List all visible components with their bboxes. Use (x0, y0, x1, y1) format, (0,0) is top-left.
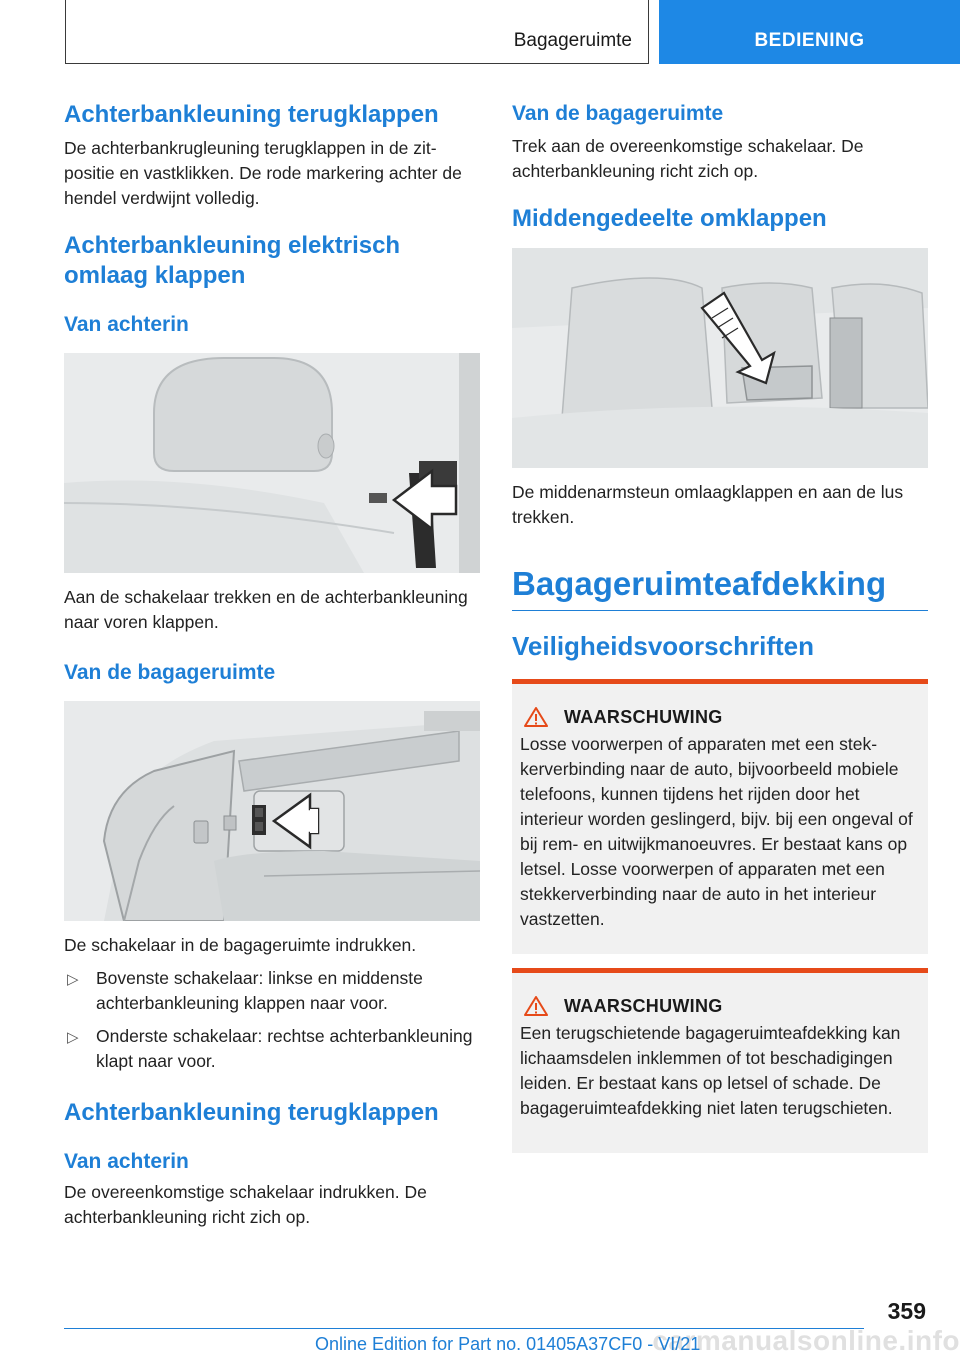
text-from-trunk: De schakelaar in de bagageruimte indrukken. (64, 935, 417, 955)
heading-safety-rules: Veiligheidsvoorschriften (512, 631, 814, 661)
warning-title: WAARSCHUWING (564, 706, 723, 727)
warning-box-2 (512, 968, 928, 1153)
warning-text: Een terugschietende bagageruimteafdekking kan lichaamsdelen inklemmen of tot beschadigingen leiden. Er bestaat kans op letsel of schade. De bagageruimteafdekking niet laten terugschieten. (520, 1023, 901, 1118)
watermark: carmanualsonline.info (652, 1325, 960, 1356)
heading-fold-back-2: Achterbankleuning terugklappen (64, 1099, 439, 1126)
heading-fold-back: Achterbankleuning terugklappen (64, 101, 439, 128)
heading-middle-section: Middengedeelte omklappen (512, 205, 827, 232)
triangle-bullet-icon: ▷ (67, 1029, 79, 1046)
triangle-bullet-icon: ▷ (67, 971, 79, 988)
header-chapter-title: BEDIENING (754, 30, 865, 51)
text-middle-section: De middenarmsteun omlaagklappen en aan de lus trekken. (512, 482, 904, 527)
warning-box-1 (512, 679, 928, 954)
list-item: ▷ Bovenste schakelaar: linkse en middenste achterbankleuning klappen naar voor. (67, 968, 423, 1013)
heading-from-trunk-right: Van de bagageruimte (512, 102, 724, 125)
header-chapter-tab (659, 0, 960, 64)
warning-triangle-icon (524, 706, 548, 728)
right-column (512, 100, 928, 1153)
heading-from-trunk: Van de bagageruimte (64, 661, 276, 684)
image-middle-armrest (512, 248, 928, 468)
heading-electric-fold: Achterbankleuning elektrisch omlaag klappen (64, 232, 401, 289)
heading-trunk-cover: Bagageruimteafdekking (512, 564, 928, 611)
image-trunk-switch (64, 701, 480, 921)
steps-list (64, 966, 480, 1074)
left-column (64, 100, 480, 1230)
page-number: 359 (887, 1298, 926, 1324)
heading-from-rear: Van achterin (64, 313, 189, 336)
text-from-rear-2: De overeenkomstige schakelaar indrukken. De achterbankleuning richt zich op. (64, 1182, 427, 1227)
warning-triangle-icon (524, 995, 548, 1017)
heading-from-rear-2: Van achterin (64, 1150, 189, 1173)
list-item: ▷ Onderste schakelaar: rechtse achterbankleuning klapt naar voor. (67, 1026, 473, 1071)
warning-title: WAARSCHUWING (564, 995, 723, 1016)
footer-edition: Online Edition for Part no. 01405A37CF0 - VI/21 (315, 1334, 701, 1354)
warning-text: Losse voorwerpen of apparaten met een stekkerverbinding naar de auto, bijvoorbeeld mobiele telefoons, kunnen tijdens het rijden door het interieur worden geslingerd, bijv. bij een ongeval of bij rem- en uitwijkmanoeuvres. Er bestaat kans op letsel. Losse voorwerpen of apparaten met een stekkerverbinding naar de auto in het interieur vastzetten. (520, 734, 913, 929)
header-section-title: Bagageruimte (513, 30, 632, 51)
text-from-trunk-right: Trek aan de overeenkomstige schakelaar. De achterbankleuning richt zich op. (512, 136, 864, 181)
text-fold-back: De achterbankrugleuning terugklappen in de zitpositie en vastklikken. De rode markering achter de hendel verdwijnt volledig. (64, 138, 462, 208)
text-from-rear: Aan de schakelaar trekken en de achterbankleuning naar voren klappen. (64, 587, 468, 632)
image-headrest-switch (64, 353, 480, 573)
header-section-box (65, 0, 649, 64)
